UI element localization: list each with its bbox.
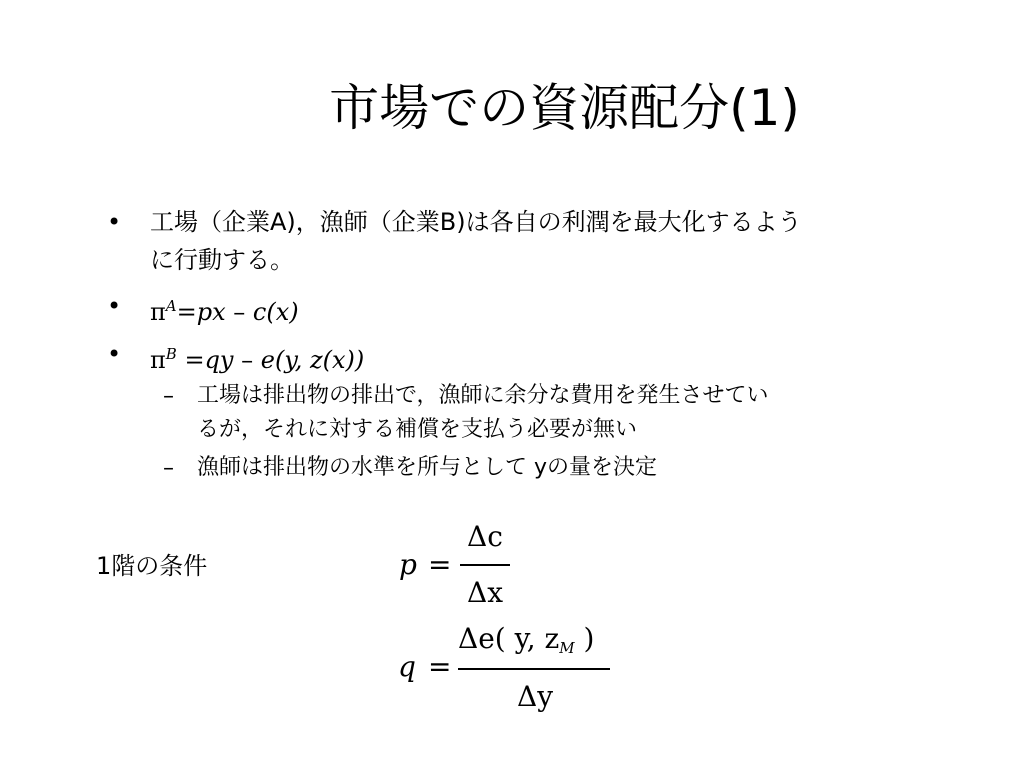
q-symbol: q bbox=[398, 650, 416, 683]
sub-bullet-2: 漁師は排出物の水準を所与として yの量を決定 bbox=[197, 455, 658, 480]
formula-q-numerator bbox=[458, 622, 594, 657]
delta-y: Δy bbox=[516, 680, 554, 713]
pi-symbol: π bbox=[150, 298, 166, 326]
cost-function: c bbox=[252, 298, 267, 326]
bullet-marker: • bbox=[107, 340, 122, 368]
sub-bullet-1-line-1: 工場は排出物の排出で，漁師に余分な費用を発生させてい bbox=[197, 383, 769, 408]
slide-title: 市場での資源配分(1) bbox=[329, 79, 800, 137]
minus-sign: – bbox=[225, 298, 253, 326]
formula-p-numerator bbox=[458, 520, 512, 553]
pi-symbol: π bbox=[150, 346, 166, 374]
closing-paren: ) bbox=[574, 622, 595, 655]
revenue-term: qy bbox=[204, 346, 234, 374]
dash-marker: – bbox=[163, 456, 174, 481]
profit-b-equation bbox=[150, 336, 364, 378]
minus-sign: – bbox=[233, 346, 261, 374]
bullet-1-line-1: 工場（企業A)，漁師（企業B)は各自の利潤を最大化するよう bbox=[150, 208, 802, 236]
dash-marker: – bbox=[163, 384, 174, 409]
formula-q-denominator bbox=[500, 680, 570, 713]
formula-q-lhs bbox=[398, 650, 416, 683]
cost-function: e bbox=[260, 346, 275, 374]
formula-p-lhs bbox=[399, 548, 417, 581]
delta-c: Δc bbox=[467, 520, 503, 553]
fraction-bar bbox=[460, 564, 510, 566]
revenue-term: px bbox=[196, 298, 226, 326]
cost-argument: (x) bbox=[266, 298, 299, 326]
sub-bullet-1-line-2: るが，それに対する補償を支払う必要が無い bbox=[197, 417, 638, 442]
formula-p-denominator bbox=[458, 576, 512, 609]
bullet-marker: • bbox=[107, 208, 122, 236]
formula-q-equals: = bbox=[428, 650, 452, 683]
formula-p-equals: = bbox=[428, 548, 452, 581]
superscript-b: B bbox=[165, 345, 177, 363]
bullet-marker: • bbox=[107, 292, 122, 320]
cost-arguments: (y, z(x)) bbox=[274, 346, 365, 374]
p-symbol: p bbox=[399, 548, 417, 581]
superscript-a: A bbox=[165, 297, 177, 315]
profit-a-equation bbox=[150, 288, 299, 330]
delta-e-args: Δe( y, z bbox=[458, 622, 560, 655]
subscript-m: M bbox=[559, 639, 575, 657]
fraction-bar bbox=[458, 668, 610, 670]
bullet-1-line-2: に行動する。 bbox=[150, 246, 294, 274]
equals-sign: = bbox=[176, 346, 205, 374]
equals-sign: = bbox=[176, 298, 197, 326]
delta-x: Δx bbox=[466, 576, 503, 609]
first-order-condition-label: 1階の条件 bbox=[96, 552, 208, 580]
